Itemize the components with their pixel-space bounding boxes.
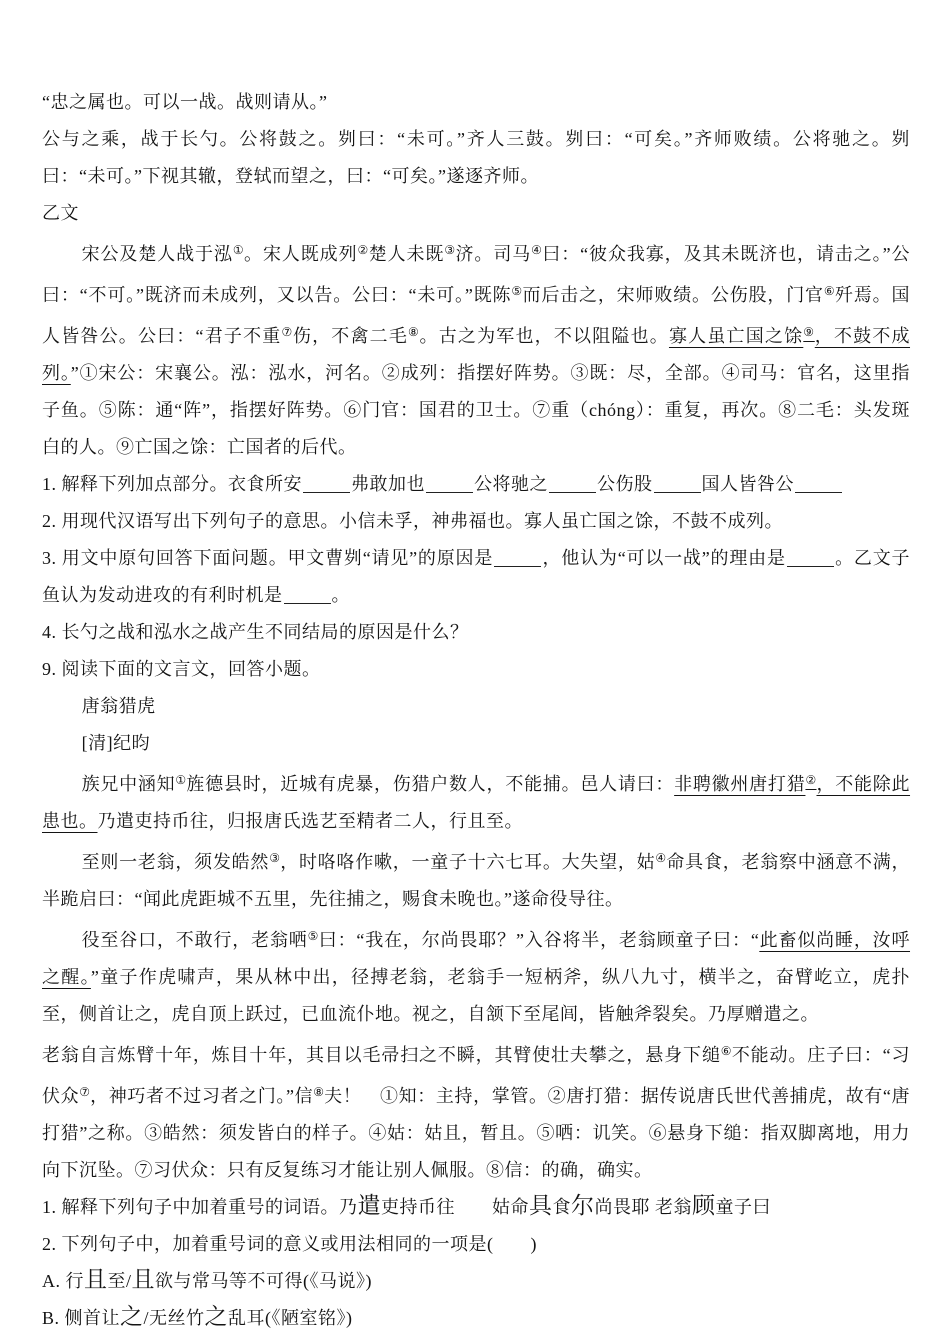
text-segment: ③ (444, 243, 456, 257)
text-segment: 2. 下列句子中，加着重号词的意义或用法相同的一项是( ) (42, 1234, 537, 1254)
document-body (42, 84, 910, 1337)
answer-blank (303, 478, 350, 493)
answer-blank (284, 589, 331, 604)
text-segment: 。乙文子鱼认为发动进攻的有利时机是 (42, 548, 910, 605)
option-b (42, 1300, 910, 1337)
text-segment: 国人皆咎公 (701, 474, 794, 494)
answer-blank (494, 552, 541, 567)
text-segment: [清]纪昀 (81, 733, 151, 753)
text-segment: ① (232, 243, 245, 257)
text-segment: 命具食，老翁察中涵意不满，半跪启曰：“闻此虎距城不五里，先往捕之，赐食未晚也。”遂命役导往。 (42, 852, 911, 909)
text-segment: ② (805, 773, 817, 787)
text-segment: 曰：“我在，尔尚畏耶？”入谷将半，老翁顾童子曰：“ (318, 930, 760, 950)
tang-title (42, 688, 910, 725)
text-segment: 。 (331, 585, 350, 605)
text-segment: 且 (131, 1266, 156, 1292)
tang-paragraph-2 (42, 840, 910, 918)
tang-paragraph-4 (42, 1033, 910, 1189)
text-segment: ① (175, 773, 187, 787)
text-segment: 而后击之，宋师败绩。公伤股，门官 (522, 285, 824, 305)
text-segment: 4. 长勺之战和泓水之战产生不同结局的原因是什么？ (42, 622, 469, 642)
text-segment: 之 (120, 1303, 144, 1329)
text-segment: 不能动。庄子曰：“习伏众 (42, 1045, 910, 1106)
text-segment: 寡人虽亡国之馀 (668, 326, 804, 346)
text-segment: 2. 用现代汉语写出下列句子的意思。小信未孚，神弗福也。寡人虽亡国之馀，不鼓不成列。 (42, 511, 783, 531)
text-segment: 此畜似尚睡，汝呼之醒。 (42, 930, 911, 987)
answer-blank (795, 478, 842, 493)
text-segment: ⑧ (408, 325, 420, 339)
text-segment: ② (357, 243, 369, 257)
option-a (42, 1263, 910, 1300)
text-segment: ⑦ (79, 1085, 91, 1099)
text-segment: 公伤股 (597, 474, 653, 494)
text-segment: 公将驰之 (474, 474, 548, 494)
text-segment: 欲与常马等不可得(《马说》) (155, 1271, 373, 1291)
text-segment: ⑥ (720, 1044, 732, 1058)
text-segment: /无丝竹 (143, 1308, 205, 1328)
text-segment: B. 侧首让 (42, 1308, 121, 1328)
text-segment: 乱耳(《陋室铭》) (228, 1308, 353, 1328)
jia-passage-quote (42, 84, 910, 121)
text-segment: ③ (269, 851, 281, 865)
text-segment: “忠之属也。可以一战。战则请从。” (42, 92, 328, 112)
text-segment: 食 (552, 1197, 571, 1217)
tang-author (42, 725, 910, 762)
text-segment: 弗敢加也 (351, 474, 425, 494)
question-3-jia (42, 540, 910, 614)
text-segment: 1. 解释下列句子中加着重号的词语。乃 (42, 1197, 358, 1217)
text-segment: 之 (204, 1303, 229, 1329)
text-segment: 公与之乘，战于长勺。公将鼓之。刿曰：“未可。”齐人三鼓。刿曰：“可矣。”齐师败绩。公将驰之。刿曰：“未可。”下视其辙，登轼而望之，曰：“可矣。”遂逐齐师。 (42, 129, 910, 186)
text-segment: 吏持币往 姑命 (381, 1197, 529, 1217)
question-1-tang (42, 1189, 910, 1226)
text-segment: 顾 (692, 1192, 716, 1218)
tang-paragraph-1 (42, 762, 910, 840)
answer-blank (787, 552, 834, 567)
text-segment: 至则一老翁，须发皓然 (81, 852, 270, 872)
yi-passage (42, 232, 910, 466)
jia-passage-battle (42, 121, 910, 195)
text-segment: ”①宋公：宋襄公。泓：泓水，河名。②成列：指摆好阵势。③既：尽，全部。④司马：官名，这里指子鱼。⑤陈：通“阵”，指摆好阵势。⑥门官：国君的卫士。⑦重（chóng）：重复，再次。⑧二毛：头发斑白的人。⑨亡国之馀：亡国者的后代。 (42, 363, 910, 457)
text-segment: ⑨ (803, 325, 815, 339)
text-segment: 尚畏耶 老翁 (594, 1197, 692, 1217)
text-segment: 。宋人既成列 (244, 244, 358, 264)
text-segment: 3. 用文中原句回答下面问题。甲文曹刿“请见”的原因是 (42, 548, 494, 568)
text-segment: 歼焉。国人皆咎公。公曰：“君子不重 (42, 285, 911, 346)
text-segment: 役至谷口，不敢行，老翁哂 (81, 930, 308, 950)
tang-paragraph-3 (42, 918, 910, 1033)
text-segment: ，时咯咯作嗽，一童子十六七耳。大失望，姑 (280, 852, 656, 872)
text-segment: 1. 解释下列加点部分。衣食所安 (42, 474, 302, 494)
text-segment: ⑤ (307, 929, 319, 943)
text-segment: 宋公及楚人战于泓 (81, 244, 233, 264)
text-segment: 老翁自言炼臂十年，炼目十年，其目以毛帚扫之不瞬，其臂使壮夫攀之，悬身下缒 (42, 1045, 721, 1065)
text-segment: 夫！ ①知：主持，掌管。②唐打猎：据传说唐氏世代善捕虎，故有“唐打猎”之称。③皓然：须发皆白的样子。④姑：姑且，暂且。⑤哂：讥笑。⑥悬身下缒：指双脚离地，用力向下沉坠。⑦习伏众：只有反复练习才能让别人佩服。⑧信：的确，确实。 (42, 1086, 910, 1180)
text-segment: 乙文 (42, 203, 79, 223)
text-segment: ，不能除此患也。 (42, 774, 911, 831)
text-segment: 非聘徽州唐打猎 (674, 774, 806, 794)
text-segment: ⑧ (313, 1085, 325, 1099)
question-4-jia (42, 614, 910, 651)
text-segment: 楚人未既 (368, 244, 445, 264)
question-2-tang (42, 1226, 910, 1263)
yiwen-label (42, 195, 910, 232)
answer-blank (549, 478, 596, 493)
text-segment: 9. 阅读下面的文言文，回答小题。 (42, 659, 321, 679)
question-1-jia (42, 466, 910, 503)
text-segment: 至/ (107, 1271, 132, 1291)
question-2-jia (42, 503, 910, 540)
text-segment: ⑤ (511, 284, 523, 298)
text-segment: 。古之为军也，不以阻隘也。 (419, 326, 669, 346)
answer-blank (654, 478, 701, 493)
text-segment: 具 (529, 1192, 553, 1218)
text-segment: ，他认为“可以一战”的理由是 (542, 548, 786, 568)
answer-blank (426, 478, 473, 493)
text-segment: ④ (655, 851, 667, 865)
text-segment: 且 (84, 1266, 108, 1292)
text-segment: ”童子作虎啸声，果从林中出，径搏老翁，老翁手一短柄斧，纵八九寸，横半之，奋臂屹立，虎扑至，侧首让之，虎自顶上跃过，已血流仆地。视之，自颔下至尾闾，皆触斧裂矣。乃厚赠遣之。 (42, 967, 910, 1024)
question-9-intro (42, 651, 910, 688)
text-segment: 遣 (357, 1192, 381, 1218)
text-segment: ，神巧者不过习者之门。”信 (90, 1086, 314, 1106)
text-segment: ④ (531, 243, 543, 257)
text-segment: 伤，不禽二毛 (292, 326, 409, 346)
text-segment: 童子曰 (715, 1197, 771, 1217)
text-segment: ⑥ (823, 284, 835, 298)
text-segment: 唐翁猎虎 (81, 696, 156, 716)
text-segment: 旌德县时，近城有虎暴，伤猎户数人，不能捕。邑人请曰： (186, 774, 675, 794)
text-segment: 族兄中涵知 (81, 774, 176, 794)
text-segment: 济。司马 (455, 244, 532, 264)
text-segment: A. 行 (42, 1271, 84, 1291)
text-segment: 尔 (571, 1192, 595, 1218)
text-segment: ，不鼓不成列。 (42, 326, 911, 383)
text-segment: ⑦ (281, 325, 293, 339)
text-segment: 乃遣吏持币往，归报唐氏选艺至精者二人，行且至。 (97, 811, 523, 831)
text-segment: 曰：“彼众我寡，及其未既济也，请击之。”公曰：“不可。”既济而未成列，又以告。公曰：“未可。”既陈 (42, 244, 910, 305)
